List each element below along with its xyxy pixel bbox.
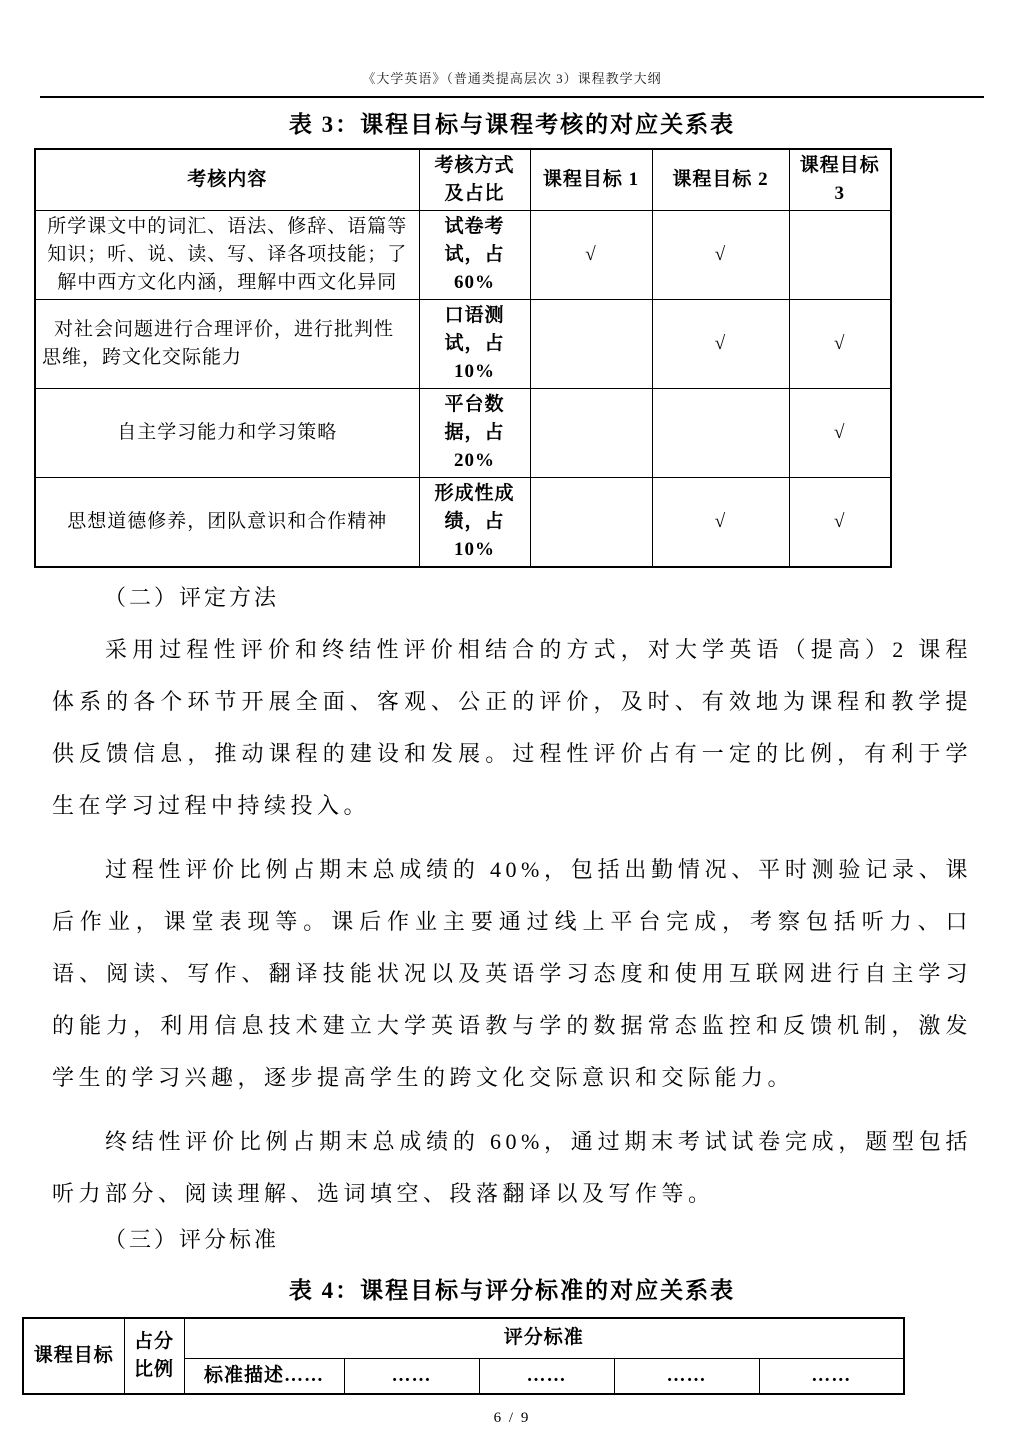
goal2-check-cell: √ (652, 211, 789, 300)
goal2-check-cell: √ (652, 478, 789, 568)
assessment-method-cell: 平台数据，占 20% (419, 389, 530, 478)
table4-col-criteria: 评分标准 (184, 1318, 904, 1358)
table4-title: 表 4：课程目标与评分标准的对应关系表 (288, 1278, 736, 1303)
section3-heading: （三）评分标准 (104, 1227, 280, 1252)
assessment-content-cell: 自主学习能力和学习策略 (35, 389, 419, 478)
table3-row (35, 300, 891, 389)
goal3-check-cell: √ (789, 300, 891, 389)
table3-col-goal3: 课程目标 3 (789, 149, 891, 211)
table4-col-goal: 课程目标 (23, 1318, 124, 1394)
table3-col-content: 考核内容 (35, 149, 419, 211)
assessment-method-cell: 口语测试，占 10% (419, 300, 530, 389)
table3-col-goal2: 课程目标 2 (652, 149, 789, 211)
table3-row (35, 389, 891, 478)
table3-row (35, 211, 891, 300)
goal2-check-cell (652, 389, 789, 478)
goal3-check-cell: √ (789, 389, 891, 478)
goal3-check-cell: √ (789, 478, 891, 568)
header-divider (40, 96, 984, 98)
table3-row (35, 478, 891, 568)
body-paragraph: 过程性评价比例占期末总成绩的 40%，包括出勤情况、平时测验记录、课后作业，课堂表现等。课后作业主要通过线上平台完成，考察包括听力、口语、阅读、写作、翻译技能状况以及英语学习态度和使用互联网进行自主学习的能力，利用信息技术建立大学英语教与学的数据常态监控和反馈机制，激发学生的学习兴趣，逐步提高学生的跨文化交际意识和交际能力。 (52, 857, 972, 1090)
page-number: 6 / 9 (493, 1410, 531, 1426)
table4-col-ratio: 占分比例 (124, 1318, 184, 1394)
goal2-check-cell: √ (652, 300, 789, 389)
criteria-placeholder-cell: …… (759, 1358, 904, 1394)
goal1-check-cell (530, 389, 652, 478)
body-paragraph: 终结性评价比例占期末总成绩的 60%，通过期末考试试卷完成，题型包括听力部分、阅读理解、选词填空、段落翻译以及写作等。 (52, 1129, 972, 1206)
page-header-text: 《大学英语》（普通类提高层次 3）课程教学大纲 (362, 71, 662, 86)
table4-header-row (23, 1318, 904, 1358)
body-paragraph: 采用过程性评价和终结性评价相结合的方式，对大学英语（提高）2 课程体系的各个环节开展全面、客观、公正的评价，及时、有效地为课程和教学提供反馈信息，推动课程的建设和发展。过程性评价占有一定的比例，有利于学生在学习过程中持续投入。 (52, 637, 972, 818)
assessment-content-cell: 思想道德修养，团队意识和合作精神 (35, 478, 419, 568)
goal3-check-cell (789, 211, 891, 300)
table3-title: 表 3：课程目标与课程考核的对应关系表 (288, 112, 736, 137)
table3-header-row (35, 149, 891, 211)
goal1-check-cell (530, 478, 652, 568)
criteria-desc-cell: 标准描述…… (184, 1358, 344, 1394)
assessment-method-cell: 试卷考试，占 60% (419, 211, 530, 300)
section2-heading: （二）评定方法 (104, 585, 280, 610)
criteria-placeholder-cell: …… (344, 1358, 479, 1394)
criteria-placeholder-cell: …… (614, 1358, 759, 1394)
goal1-check-cell (530, 300, 652, 389)
assessment-content-cell: 所学课文中的词汇、语法、修辞、语篇等知识；听、说、读、写、译各项技能；了解中西方文化内涵，理解中西文化异同 (35, 211, 419, 300)
assessment-mapping-table (34, 148, 892, 568)
assessment-method-cell: 形成性成绩，占 10% (419, 478, 530, 568)
goal1-check-cell: √ (530, 211, 652, 300)
grading-criteria-table (22, 1317, 905, 1395)
assessment-content-cell: 对社会问题进行合理评价，进行批判性思维，跨文化交际能力 (35, 300, 419, 389)
table3-col-goal1: 课程目标 1 (530, 149, 652, 211)
table3-col-method: 考核方式及占比 (419, 149, 530, 211)
criteria-placeholder-cell: …… (479, 1358, 614, 1394)
